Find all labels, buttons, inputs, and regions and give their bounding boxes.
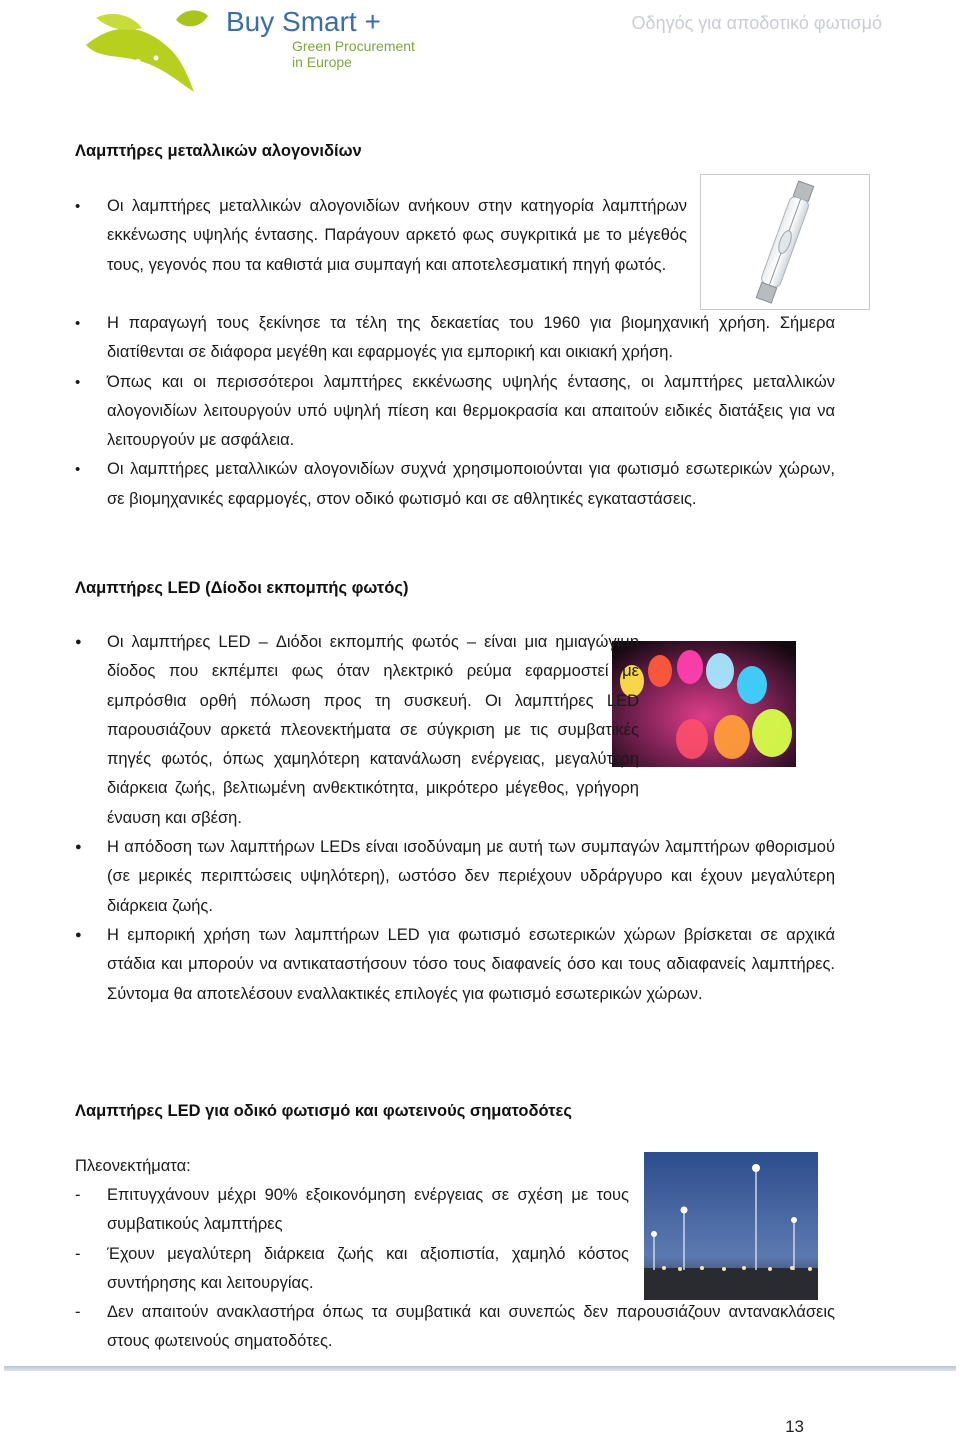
- advantages-label: Πλεονεκτήματα:: [75, 1157, 191, 1175]
- list-item: • Όπως και οι περισσότεροι λαμπτήρες εκκένωσης υψηλής έντασης, οι λαμπτήρες μεταλλικών αλογονιδίων λειτουργούν υπό υψηλή πίεση και θερμοκρασία και απαιτούν ειδικές διατάξεις για να λειτουργούν με ασφάλεια.: [75, 368, 835, 456]
- document-title: Οδηγός για αποδοτικό φωτισμό: [631, 13, 882, 33]
- bullet-icon: [75, 921, 95, 952]
- dash-marker: -: [75, 1303, 81, 1322]
- list-item: - Επιτυγχάνουν μέχρι 90% εξοικονόμηση ενέργειας σε σχέση με τους συμβατικούς λαμπτήρες: [75, 1181, 629, 1240]
- advantages-list: [75, 1181, 835, 1357]
- buy-smart-logo: [76, 0, 415, 100]
- section-title-led: Λαμπτήρες LED (Δίοδοι εκπομπής φωτός): [75, 579, 409, 597]
- page-number: 13: [785, 1417, 804, 1436]
- section-title-led-street: Λαμπτήρες LED για οδικό φωτισμό και φωτεινούς σηματοδότες: [75, 1102, 572, 1120]
- metal-halide-list: [75, 192, 687, 280]
- bullet-icon: [75, 833, 95, 864]
- list-item: • Οι λαμπτήρες μεταλλικών αλογονιδίων συχνά χρησιμοποιούνται για φωτισμό εσωτερικών χώρων, σε βιομηχανικές εφαρμογές, στον οδικό φωτισμό και σε αθλητικές εγκαταστάσεις.: [75, 455, 835, 514]
- dash-marker: -: [75, 1244, 81, 1263]
- logo-subtitle-line2: in Europe: [292, 54, 352, 70]
- image-spacer: [639, 628, 835, 778]
- footer-divider: [4, 1366, 956, 1371]
- led-list: [75, 628, 835, 1009]
- section-title-metal-halide: Λαμπτήρες μεταλλικών αλογονιδίων: [75, 142, 362, 160]
- metal-halide-list-continued: [75, 309, 835, 514]
- dash-marker: -: [75, 1186, 81, 1204]
- metal-halide-lamp-image: [700, 174, 870, 310]
- list-item: ● Η εμπορική χρήση των λαμπτήρων LED για φωτισμό εσωτερικών χώρων βρίσκεται σε αρχικά στάδια και μπορούν να αντικαταστήσουν τόσο τους διαφανείς όσο και τους αδιαφανείς λαμπτήρες. Σύντομα θα αποτελέσουν εναλλακτικές επιλογές για φωτισμό εσωτερικών χώρων.: [75, 921, 835, 1009]
- list-item: • Οι λαμπτήρες μεταλλικών αλογονιδίων ανήκουν στην κατηγορία λαμπτήρων εκκένωσης υψηλής έντασης. Παράγουν αρκετό φως συγκριτικά με το μέγεθός τους, γεγονός που τα καθιστά μια συμπαγή και αποτελεσματική πηγή φωτός.: [75, 192, 687, 280]
- bullet-icon: [75, 309, 95, 338]
- list-item: - Έχουν μεγαλύτερη διάρκεια ζωής και αξιοπιστία, χαμηλό κόστος συντήρησης και λειτουργίας.: [75, 1240, 629, 1299]
- list-item: ● Η απόδοση των λαμπτήρων LEDs είναι ισοδύναμη με αυτή των συμπαγών λαμπτήρων φθορισμού (σε μερικές περιπτώσεις υψηλότερη), ωστόσο δεν περιέχουν υδράργυρο και έχουν μεγαλύτερη διάρκεια ζωής.: [75, 833, 835, 921]
- logo-subtitle-line1: Green Procurement: [292, 38, 415, 54]
- list-item: - Δεν απαιτούν ανακλαστήρα όπως τα συμβατικά και συνεπώς δεν παρουσιάζουν αντανακλάσεις στους φωτεινούς σηματοδότες.: [75, 1298, 835, 1357]
- metal-halide-lamp-icon: [701, 175, 869, 309]
- bullet-icon: [75, 192, 95, 221]
- bullet-icon: [75, 368, 95, 397]
- bullet-icon: [75, 455, 95, 484]
- bullet-icon: [75, 628, 95, 659]
- list-item: ● Οι λαμπτήρες LED – Διόδοι εκπομπής φωτός – είναι μια ημιαγώγιμη δίοδος που εκπέμπει φως όταν ηλεκτρικό ρεύμα εφαρμοστεί με εμπρόσθια ορθή πόλωση προς τη συσκευή. Οι λαμπτήρες LED παρουσιάζουν αρκετά πλεονεκτήματα σε σύγκριση με τις συμβατικές πηγές φωτός, όπως χαμηλότερη κατανάλωση ενέργειας, μεγαλύτερη διάρκεια ζωής, βελτιωμένη ανθεκτικότητα, μικρότερο μέγεθος, γρήγορη έναυση και σβέση.: [75, 628, 835, 833]
- leaf-logo-icon: [76, 0, 226, 100]
- logo-title: Buy Smart +: [226, 6, 381, 37]
- list-item: • Η παραγωγή τους ξεκίνησε τα τέλη της δεκαετίας του 1960 για βιομηχανική χρήση. Σήμερα διατίθενται σε διάφορα μεγέθη και εφαρμογές για εμπορική και οικιακή χρήση.: [75, 309, 835, 368]
